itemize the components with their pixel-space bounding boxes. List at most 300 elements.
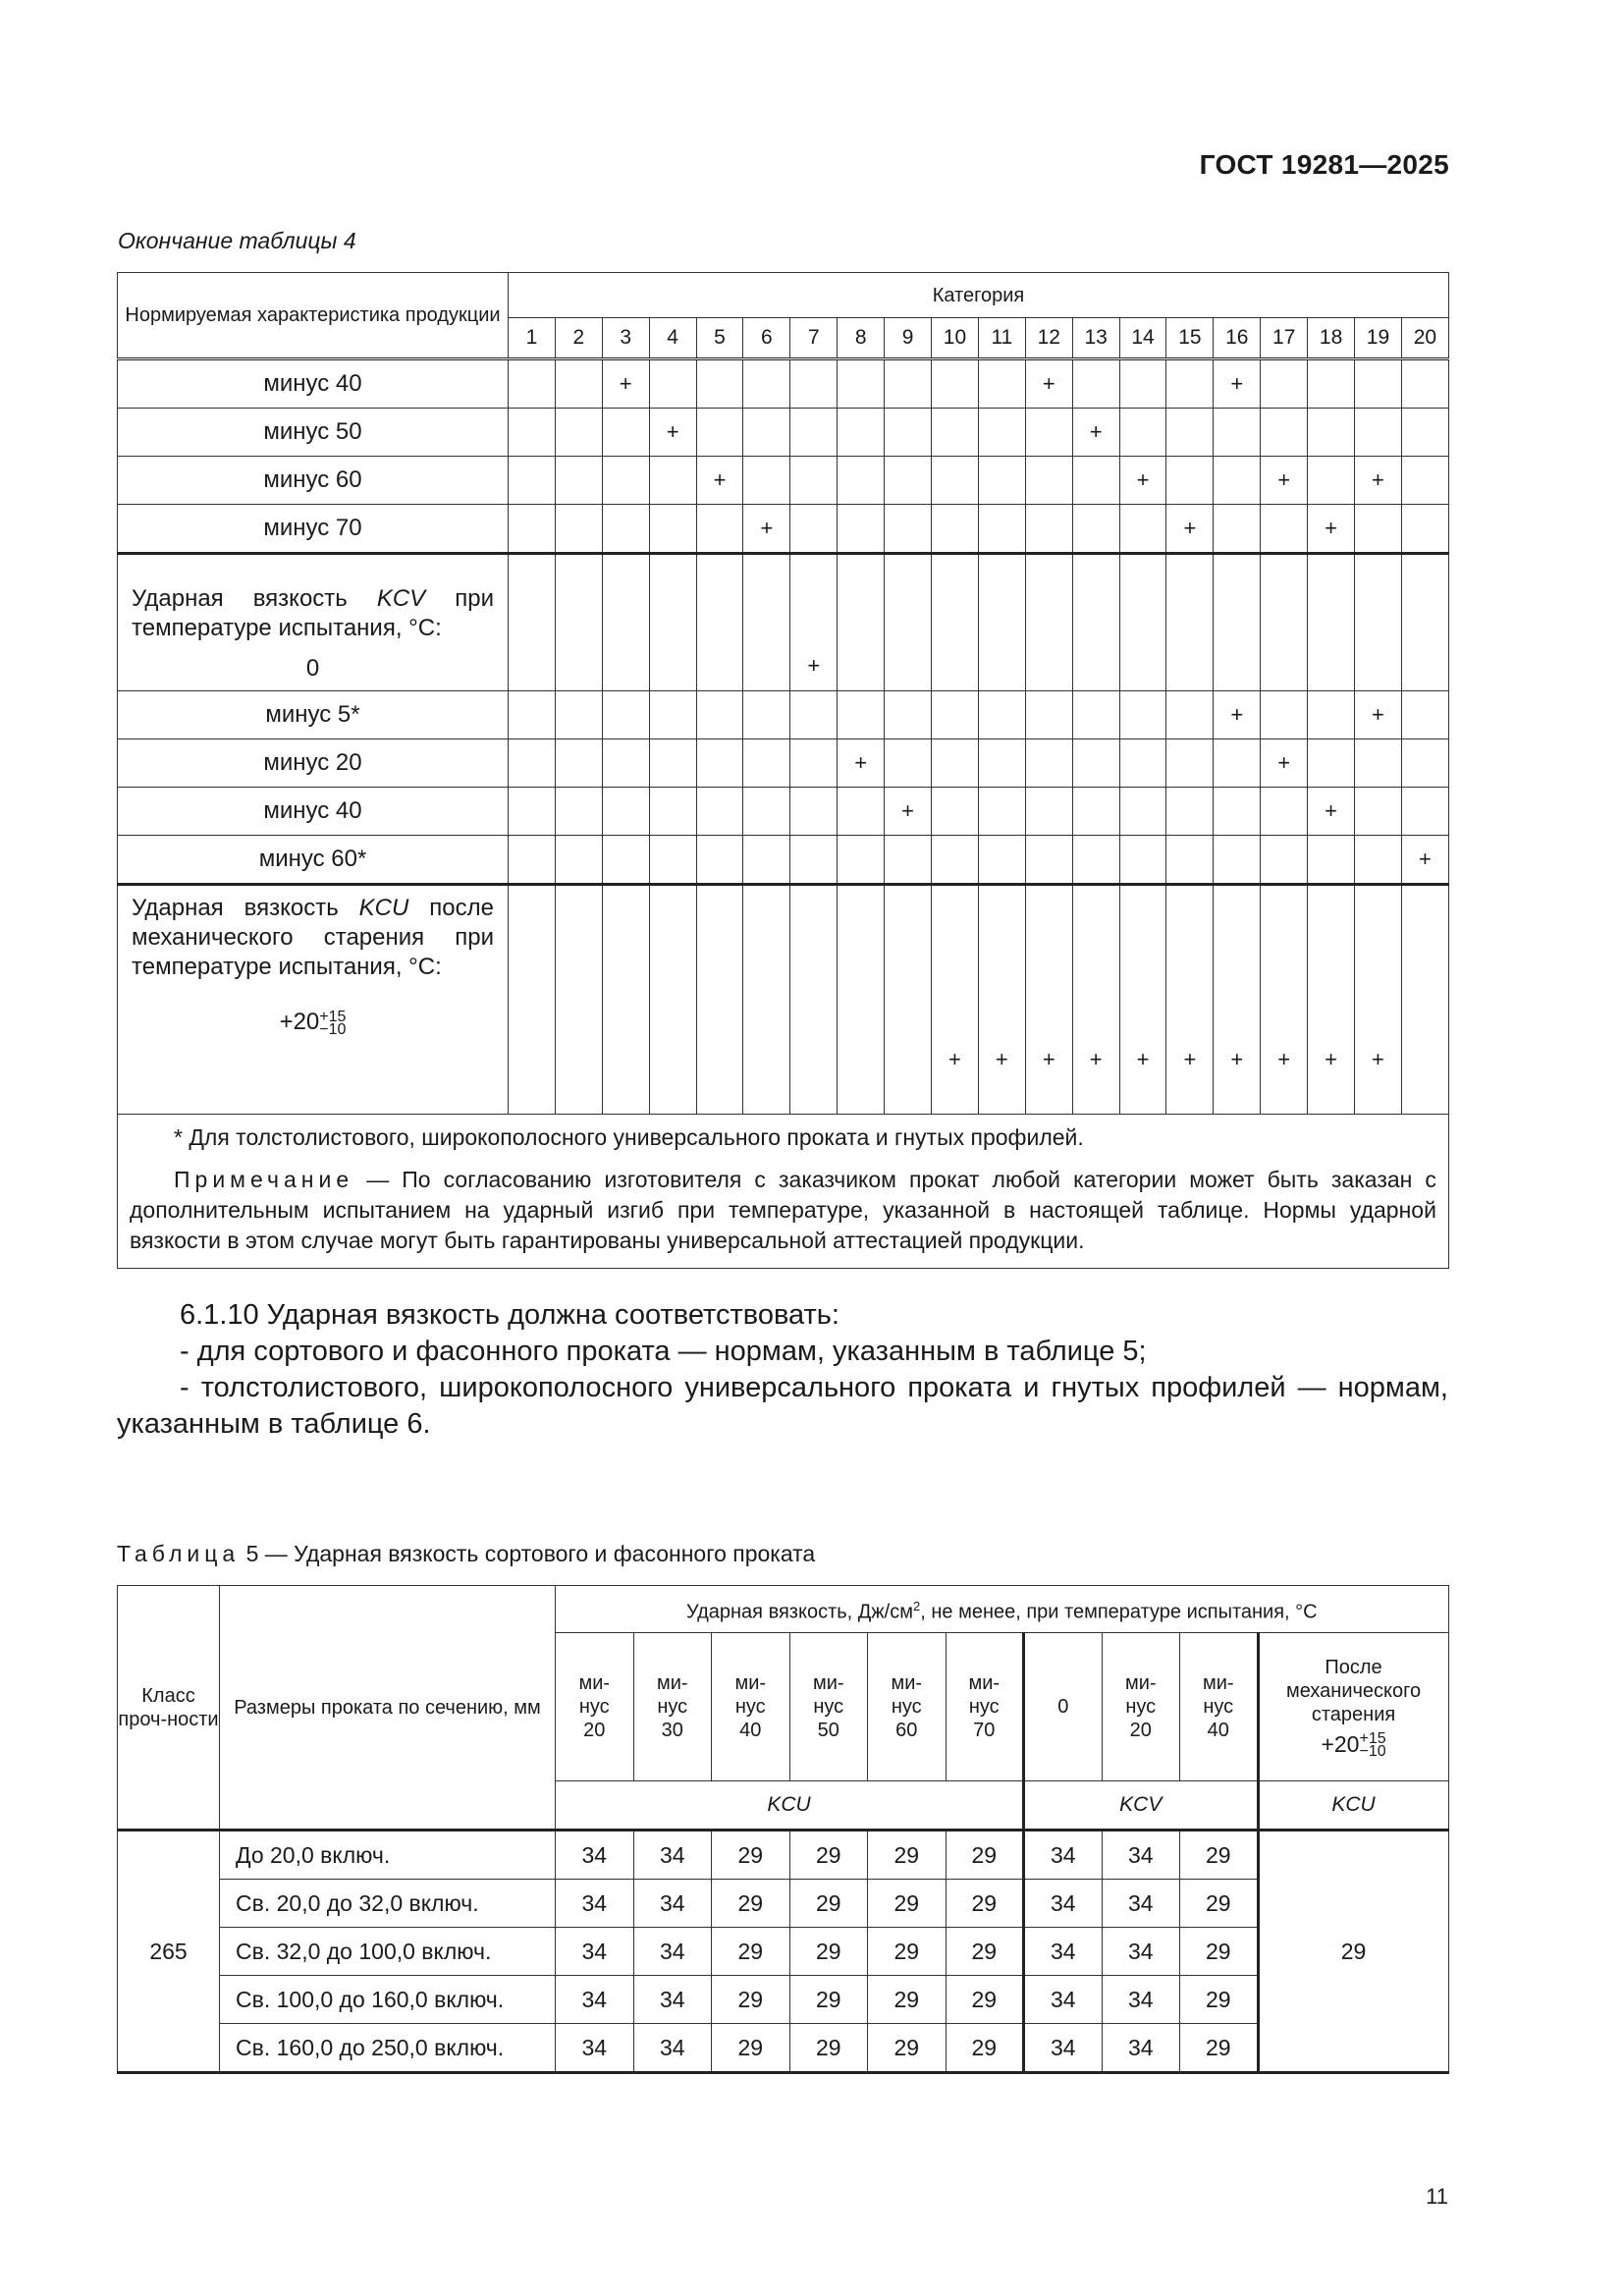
category-cell [1261, 691, 1308, 739]
aging-header-text: После механического старения [1285, 1656, 1422, 1725]
category-cell [838, 836, 885, 885]
table-row [118, 554, 1449, 648]
category-cell [790, 885, 838, 1115]
category-cell [1261, 409, 1308, 457]
category-plus-mark: + [790, 554, 838, 691]
category-cell [932, 359, 979, 409]
footnote: * Для толстолистового, широкополосного универсального проката и гнутых профилей. [174, 1124, 1084, 1150]
category-cell [1308, 836, 1355, 885]
temperature-column-label: ми-нус 70 [968, 1672, 1001, 1741]
kcv-label-text-end: при температуре испытания, °C: [132, 585, 494, 641]
category-cell [509, 836, 556, 885]
category-cell [696, 836, 743, 885]
category-number: 3 [602, 318, 649, 359]
category-cell [696, 788, 743, 836]
impact-value-cell: 29 [1180, 1976, 1259, 2024]
category-cell [885, 885, 932, 1115]
category-cell [555, 359, 602, 409]
category-cell [1119, 359, 1166, 409]
size-range-cell: До 20,0 включ. [220, 1831, 556, 1880]
category-number: 11 [978, 318, 1025, 359]
impact-value-cell: 29 [712, 2024, 790, 2073]
category-number: 4 [649, 318, 696, 359]
category-cell [1401, 739, 1448, 788]
category-cell [696, 505, 743, 554]
page-number: 11 [1426, 2184, 1448, 2209]
characteristic-header: Нормируемая характеристика продукции [118, 273, 509, 359]
category-cell [978, 739, 1025, 788]
impact-value-cell: 34 [556, 2024, 634, 2073]
strength-class-cell: 265 [118, 1831, 220, 2073]
category-cell [1401, 457, 1448, 505]
category-cell [1072, 836, 1119, 885]
aging-temperature [1268, 1732, 1440, 1759]
category-plus-mark: + [1308, 788, 1355, 836]
impact-value-cell: 29 [1180, 2024, 1259, 2073]
impact-value-cell: 34 [1024, 1880, 1103, 1928]
temperature-column-header: 0 [1024, 1633, 1103, 1781]
note-word: Примечание [174, 1167, 354, 1192]
strength-class-header: Класс проч-ности [118, 1586, 220, 1831]
category-cell [1166, 409, 1214, 457]
category-cell [602, 739, 649, 788]
category-cell [885, 359, 932, 409]
category-cell [978, 691, 1025, 739]
temperature-column-header [868, 1633, 947, 1781]
document-standard-number: ГОСТ 19281—2025 [1199, 149, 1449, 180]
category-cell [978, 409, 1025, 457]
aging-value-cell: 29 [1258, 1831, 1448, 2073]
size-range-cell: Св. 32,0 до 100,0 включ. [220, 1928, 556, 1976]
category-cell [649, 505, 696, 554]
section-6-1-10-line-1: 6.1.10 Ударная вязкость должна соответствовать: [180, 1299, 839, 1331]
kcv-symbol: KCV [376, 585, 426, 612]
category-plus-mark: + [1355, 885, 1402, 1115]
impact-value-cell: 29 [868, 2024, 947, 2073]
table-4-notes [118, 1115, 1449, 1269]
category-cell [602, 409, 649, 457]
category-cell [1119, 739, 1166, 788]
kcu-label-block [132, 894, 494, 982]
category-cell [1308, 457, 1355, 505]
kcu-temp-lower: −10 [319, 1020, 347, 1038]
category-cell [696, 554, 743, 691]
category-cell [1072, 554, 1119, 691]
category-cell [1308, 554, 1355, 691]
category-cell [1214, 739, 1261, 788]
category-cell [838, 359, 885, 409]
temperature-column-header [633, 1633, 712, 1781]
category-cell [1119, 409, 1166, 457]
category-cell [509, 691, 556, 739]
category-cell [1355, 554, 1402, 691]
aging-temp-lower: −10 [1359, 1743, 1386, 1761]
temperature-column-header [1180, 1633, 1259, 1781]
category-cell [932, 836, 979, 885]
category-plus-mark: + [1072, 409, 1119, 457]
temperature-column-header [946, 1633, 1024, 1781]
category-number: 20 [1401, 318, 1448, 359]
category-plus-mark: + [838, 739, 885, 788]
impact-value-cell: 29 [946, 1928, 1024, 1976]
category-cell [978, 505, 1025, 554]
category-cell [602, 788, 649, 836]
category-cell [1119, 691, 1166, 739]
category-cell [555, 885, 602, 1115]
category-number: 13 [1072, 318, 1119, 359]
category-cell [1025, 505, 1072, 554]
table-row [118, 1976, 1449, 2024]
category-cell [1214, 836, 1261, 885]
category-cell [790, 457, 838, 505]
category-cell [932, 554, 979, 691]
impact-value-cell: 29 [868, 1976, 947, 2024]
category-cell [649, 836, 696, 885]
category-cell [1355, 505, 1402, 554]
category-cell [790, 836, 838, 885]
impact-toughness-header [556, 1586, 1449, 1633]
impact-value-cell: 34 [1102, 1976, 1180, 2024]
aging-temp-upper: +15 [1359, 1730, 1386, 1748]
category-number: 19 [1355, 318, 1402, 359]
category-cell [1072, 739, 1119, 788]
category-cell [1214, 554, 1261, 691]
category-cell [509, 457, 556, 505]
temperature-column-label: ми-нус 40 [734, 1672, 767, 1741]
category-cell [932, 409, 979, 457]
category-cell [1214, 457, 1261, 505]
category-cell [1072, 505, 1119, 554]
category-plus-mark: + [1072, 885, 1119, 1115]
category-plus-mark: + [696, 457, 743, 505]
category-cell [743, 788, 790, 836]
category-cell [509, 788, 556, 836]
category-cell [555, 409, 602, 457]
impact-value-cell: 34 [556, 1928, 634, 1976]
category-cell [932, 739, 979, 788]
impact-value-cell: 29 [946, 2024, 1024, 2073]
category-cell [790, 409, 838, 457]
category-cell [1166, 691, 1214, 739]
impact-value-cell: 29 [868, 1880, 947, 1928]
size-range-cell: Св. 20,0 до 32,0 включ. [220, 1880, 556, 1928]
impact-value-cell: 29 [1180, 1928, 1259, 1976]
category-plus-mark: + [1025, 359, 1072, 409]
temperature-column-label: ми-нус 50 [812, 1672, 844, 1741]
category-cell [509, 359, 556, 409]
category-cell [1025, 554, 1072, 691]
category-cell [1308, 359, 1355, 409]
impact-value-cell: 29 [946, 1831, 1024, 1880]
category-cell [1308, 409, 1355, 457]
category-plus-mark: + [1308, 505, 1355, 554]
category-cell [838, 885, 885, 1115]
category-cell [602, 457, 649, 505]
category-number: 14 [1119, 318, 1166, 359]
category-cell [743, 885, 790, 1115]
category-cell [978, 457, 1025, 505]
category-cell [509, 409, 556, 457]
category-plus-mark: + [1401, 836, 1448, 885]
category-number: 18 [1308, 318, 1355, 359]
aging-temp-base: +20 [1321, 1730, 1360, 1757]
category-plus-mark: + [1214, 359, 1261, 409]
category-header: Категория [509, 273, 1449, 318]
table-row [118, 2024, 1449, 2073]
category-cell [790, 691, 838, 739]
table-row [118, 739, 1449, 788]
category-cell [696, 409, 743, 457]
category-cell [1401, 359, 1448, 409]
impact-value-cell: 29 [946, 1880, 1024, 1928]
table-row [118, 359, 1449, 409]
category-number: 6 [743, 318, 790, 359]
category-cell [602, 836, 649, 885]
category-cell [1261, 554, 1308, 691]
table-5-title-word: Таблица [117, 1541, 241, 1566]
impact-value-cell: 34 [1024, 1976, 1103, 2024]
category-cell [1119, 505, 1166, 554]
category-cell [790, 505, 838, 554]
category-cell [696, 739, 743, 788]
category-cell [743, 836, 790, 885]
temperature-label: минус 50 [118, 409, 509, 457]
category-cell [790, 359, 838, 409]
category-cell [1025, 691, 1072, 739]
category-cell [1072, 457, 1119, 505]
category-cell [696, 885, 743, 1115]
category-cell [555, 554, 602, 691]
impact-value-cell: 29 [789, 2024, 868, 2073]
impact-value-cell: 29 [712, 1880, 790, 1928]
category-cell [555, 457, 602, 505]
size-range-cell: Св. 100,0 до 160,0 включ. [220, 1976, 556, 2024]
table-row [118, 505, 1449, 554]
impact-value-cell: 34 [633, 1831, 712, 1880]
kcu-temp-base: +20 [279, 1009, 320, 1035]
impact-value-cell: 29 [1180, 1831, 1259, 1880]
category-cell [1261, 505, 1308, 554]
table-row [118, 1880, 1449, 1928]
category-number: 1 [509, 318, 556, 359]
table-row [118, 1928, 1449, 1976]
category-cell [1119, 836, 1166, 885]
size-header: Размеры проката по сечению, мм [220, 1586, 556, 1831]
category-cell [1166, 788, 1214, 836]
category-cell [1166, 359, 1214, 409]
category-cell [743, 739, 790, 788]
category-cell [509, 739, 556, 788]
category-cell [932, 788, 979, 836]
category-cell [602, 554, 649, 691]
category-number: 7 [790, 318, 838, 359]
impact-value-cell: 34 [1024, 1928, 1103, 1976]
category-cell [1355, 739, 1402, 788]
category-cell [838, 409, 885, 457]
category-cell [790, 739, 838, 788]
category-plus-mark: + [1214, 885, 1261, 1115]
category-cell [649, 885, 696, 1115]
category-plus-mark: + [1119, 885, 1166, 1115]
temperature-label: минус 40 [118, 788, 509, 836]
category-number: 17 [1261, 318, 1308, 359]
category-plus-mark: + [978, 885, 1025, 1115]
category-plus-mark: + [602, 359, 649, 409]
category-cell [1166, 739, 1214, 788]
category-cell [649, 739, 696, 788]
category-cell [1355, 409, 1402, 457]
temperature-label: минус 70 [118, 505, 509, 554]
impact-value-cell: 34 [1102, 1928, 1180, 1976]
kcu-temperature [132, 1008, 494, 1037]
category-number: 16 [1214, 318, 1261, 359]
temperature-column-label: ми-нус 60 [891, 1672, 923, 1741]
category-cell [885, 457, 932, 505]
category-plus-mark: + [649, 409, 696, 457]
category-cell [649, 691, 696, 739]
kcu-temp-tolerance [319, 1008, 347, 1038]
temperature-column-header [1102, 1633, 1180, 1781]
category-cell [602, 505, 649, 554]
category-cell [1401, 691, 1448, 739]
category-cell [1025, 788, 1072, 836]
category-cell [649, 359, 696, 409]
category-cell [649, 554, 696, 691]
category-cell [1119, 788, 1166, 836]
impact-value-cell: 29 [789, 1831, 868, 1880]
size-range-cell: Св. 160,0 до 250,0 включ. [220, 2024, 556, 2073]
category-cell [1119, 554, 1166, 691]
category-cell [743, 691, 790, 739]
category-cell [885, 505, 932, 554]
category-cell [885, 836, 932, 885]
category-cell [1214, 409, 1261, 457]
category-cell [649, 788, 696, 836]
table-row [118, 691, 1449, 739]
category-cell [1166, 457, 1214, 505]
category-cell [555, 836, 602, 885]
category-cell [1355, 836, 1402, 885]
table-row [118, 1115, 1449, 1269]
impact-value-cell: 34 [556, 1831, 634, 1880]
impact-value-cell: 29 [712, 1976, 790, 2024]
category-number: 12 [1025, 318, 1072, 359]
category-cell [838, 691, 885, 739]
category-plus-mark: + [1261, 457, 1308, 505]
temperature-column-label: ми-нус 20 [578, 1672, 611, 1741]
category-cell [978, 359, 1025, 409]
impact-header-text: Ударная вязкость, Дж/см [685, 1601, 913, 1623]
category-cell [696, 359, 743, 409]
table-5 [117, 1585, 1449, 2074]
table-5-title-rest: 5 — Ударная вязкость сортового и фасонного проката [240, 1541, 816, 1566]
category-cell [838, 457, 885, 505]
category-cell [838, 505, 885, 554]
kcu-label: KCU [556, 1781, 1024, 1831]
temperature-label: минус 60 [118, 457, 509, 505]
temperature-column-header [556, 1633, 634, 1781]
impact-header-text-end: , не менее, при температуре испытания, °C [920, 1601, 1318, 1623]
impact-value-cell: 29 [789, 1880, 868, 1928]
category-plus-mark: + [1166, 885, 1214, 1115]
category-cell [555, 739, 602, 788]
temperature-column-label: ми-нус 20 [1124, 1672, 1157, 1741]
category-cell [1072, 691, 1119, 739]
category-cell [885, 739, 932, 788]
category-number: 10 [932, 318, 979, 359]
category-cell [1401, 554, 1448, 691]
kcu-label-text-end: после механического старения при температуре испытания, °C: [132, 895, 494, 980]
table-row [118, 836, 1449, 885]
category-number: 9 [885, 318, 932, 359]
impact-value-cell: 34 [556, 1976, 634, 2024]
temperature-label: минус 20 [118, 739, 509, 788]
category-plus-mark: + [1261, 739, 1308, 788]
temperature-column-label: ми-нус 40 [1202, 1672, 1234, 1741]
category-cell [932, 457, 979, 505]
category-cell [1166, 554, 1214, 691]
category-cell [1401, 788, 1448, 836]
category-cell [1214, 505, 1261, 554]
category-cell [1261, 836, 1308, 885]
category-cell [1025, 457, 1072, 505]
impact-value-cell: 34 [633, 1928, 712, 1976]
impact-value-cell: 29 [1180, 1880, 1259, 1928]
category-cell [743, 554, 790, 691]
category-cell [1308, 691, 1355, 739]
temperature-label: 0 [118, 647, 509, 691]
category-cell [1355, 788, 1402, 836]
category-cell [1072, 359, 1119, 409]
temperature-column-header [712, 1633, 790, 1781]
impact-value-cell: 29 [868, 1928, 947, 1976]
category-cell [978, 554, 1025, 691]
category-plus-mark: + [1214, 691, 1261, 739]
category-cell [885, 554, 932, 691]
impact-value-cell: 34 [556, 1880, 634, 1928]
category-cell [790, 788, 838, 836]
category-plus-mark: + [1025, 885, 1072, 1115]
category-plus-mark: + [1355, 457, 1402, 505]
category-cell [509, 885, 556, 1115]
category-plus-mark: + [743, 505, 790, 554]
kcv-label: KCV [1024, 1781, 1259, 1831]
temperature-column-header [789, 1633, 868, 1781]
table-5-title [117, 1541, 815, 1567]
impact-value-cell: 34 [1102, 2024, 1180, 2073]
impact-value-cell: 29 [789, 1928, 868, 1976]
table-4 [117, 272, 1449, 1269]
table-row [118, 457, 1449, 505]
category-plus-mark: + [1119, 457, 1166, 505]
category-cell [696, 691, 743, 739]
category-cell [1072, 788, 1119, 836]
temperature-label: минус 40 [118, 359, 509, 409]
table-continuation-caption: Окончание таблицы 4 [118, 228, 356, 253]
impact-value-cell: 34 [1024, 1831, 1103, 1880]
category-cell [1401, 505, 1448, 554]
category-cell [978, 788, 1025, 836]
kcu-aging-label: KCU [1258, 1781, 1448, 1831]
category-cell [838, 554, 885, 691]
aging-column-header [1258, 1633, 1448, 1781]
category-cell [555, 788, 602, 836]
temperature-column-label: ми-нус 30 [656, 1672, 688, 1741]
section-6-1-10-line-3: - толстолистового, широкополосного универсального проката и гнутых профилей — нормам, указанным в таблице 6. [117, 1372, 1448, 1440]
section-6-1-10-line-2: - для сортового и фасонного проката — нормам, указанным в таблице 5; [180, 1336, 1147, 1367]
kcu-symbol: KCU [358, 895, 409, 921]
category-cell [509, 554, 556, 691]
